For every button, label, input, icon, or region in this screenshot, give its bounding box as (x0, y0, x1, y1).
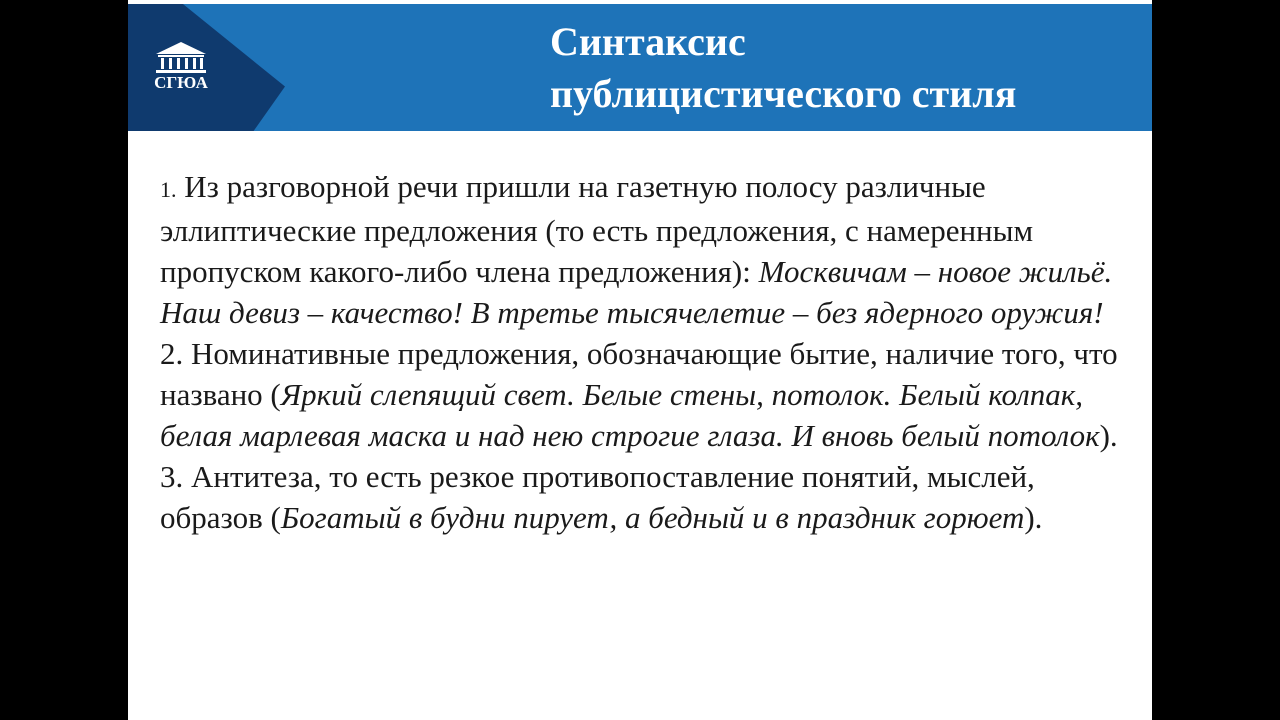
list-item-1 (160, 166, 1135, 333)
slide-content (160, 166, 1135, 538)
item-number: 3. (160, 459, 184, 494)
title-line-1: Синтаксис (550, 19, 746, 64)
item-text: Антитеза, то есть резкое противопоставление понятий, мыслей, образов ( (160, 459, 1035, 535)
item-tail: ). (1099, 418, 1118, 453)
item-number: 2. (160, 336, 184, 371)
sgua-logo (148, 40, 218, 100)
slide-title (550, 16, 1130, 120)
item-example: Богатый в будни пирует, а бедный и в праздник горюет (280, 500, 1025, 535)
item-number: 1. (160, 177, 177, 202)
title-line-2: публицистического стиля (550, 71, 1017, 116)
logo-text: СГЮА (154, 73, 208, 92)
item-example: Москвичам – новое жильё. Наш девиз – качество! В третье тысячелетие – без ядерного оружия! (160, 254, 1113, 330)
list-item-3 (160, 456, 1135, 538)
item-example: Яркий слепящий свет. Белые стены, потолок. Белый колпак, белая марлевая маска и над нею строгие глаза. И вновь белый потолок (160, 377, 1100, 453)
item-text: Из разговорной речи пришли на газетную полосу различные эллиптические предложения (то есть предложения, с намеренным пропуском какого-либо члена предложения): (160, 169, 1034, 289)
item-tail: ). (1024, 500, 1043, 535)
item-text: Номинативные предложения, обозначающие бытие, наличие того, что названо ( (160, 336, 1118, 412)
list-item-2 (160, 333, 1135, 456)
slide (128, 0, 1152, 720)
building-icon (148, 40, 214, 74)
